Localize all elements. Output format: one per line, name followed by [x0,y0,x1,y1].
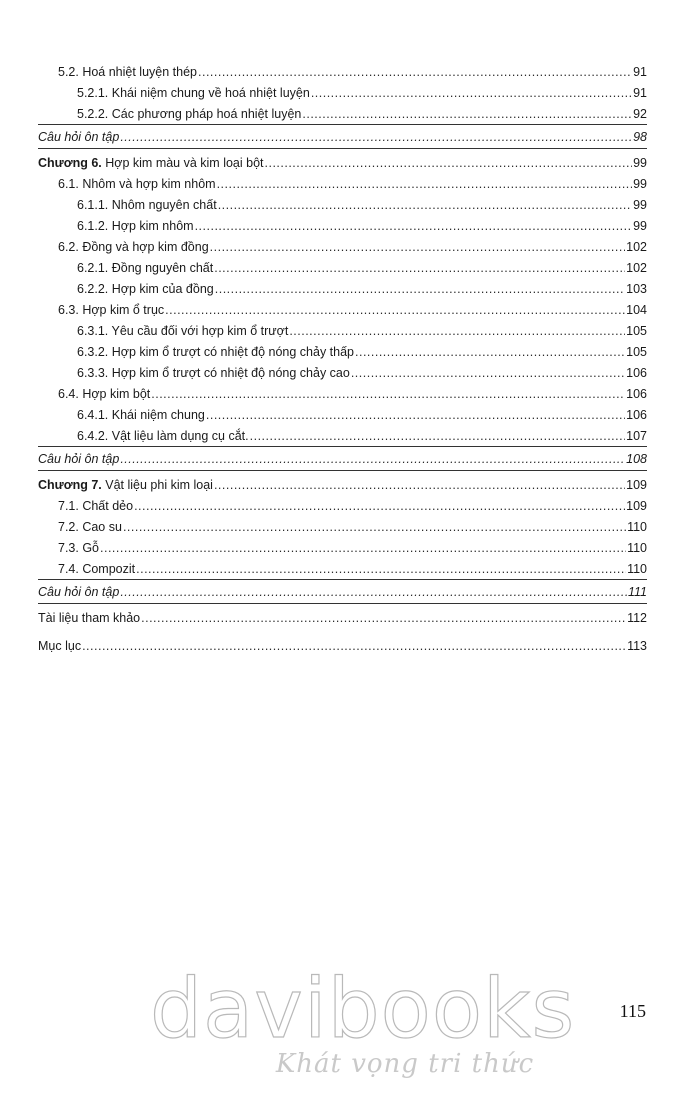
toc-entry [38,447,647,471]
watermark-brand: davibooks [150,962,576,1057]
dot-leader [250,426,626,447]
toc-entry-title: 6.1.1. Nhôm nguyên chất [77,198,217,212]
toc-entry-page: 105 [626,345,647,359]
toc-entry [38,300,647,321]
toc-entry [38,174,647,195]
toc-entry-title: 6.3.1. Yêu cầu đối với hợp kim ổ trượt [77,324,289,338]
page-number: 115 [619,1001,646,1021]
toc-entry [38,342,647,363]
toc-entry-page: 102 [626,240,647,254]
toc-entry-title: 5.2. Hoá nhiệt luyện thép [58,65,197,79]
toc-entry [38,258,647,279]
toc-entry-page: 113 [627,639,647,653]
toc-entry-page: 112 [627,611,647,625]
toc-entry [38,83,647,104]
toc-entry-page: 110 [627,562,647,576]
dot-leader [311,83,632,104]
toc-entry-title: 6.3.3. Hợp kim ổ trượt có nhiệt độ nóng chảy cao [77,366,350,380]
dot-leader [195,216,633,237]
dot-leader [210,237,625,258]
toc-entry-page: 99 [633,156,647,170]
toc-entry-page: 107 [626,429,647,443]
toc-entry [38,237,647,258]
section-divider [38,148,647,149]
toc-entry [38,363,647,384]
toc-entry-title: 7.2. Cao su [58,520,122,534]
toc-entry [38,426,647,447]
toc-entry-title: 6.2. Đồng và hợp kim đồng [58,240,209,254]
toc-entry-page: 108 [626,452,647,466]
toc-entry-page: 104 [626,303,647,317]
toc-entry-page: 99 [633,177,647,191]
toc-entry-title: Tài liệu tham khảo [38,611,141,625]
toc-entry-title [38,475,214,496]
chapter-label: Chương 6. [38,156,102,170]
toc-entry [38,279,647,300]
toc-entry-page: 110 [627,520,647,534]
toc-entry-page: 98 [633,130,647,144]
toc-entry-title: 6.1. Nhôm và hợp kim nhôm [58,177,216,191]
toc-entry-title: 6.3. Hợp kim ổ trục [58,303,165,317]
watermark-slogan: Khát vọng tri thức [275,1049,535,1079]
dot-leader [206,405,625,426]
toc-entry-page: 91 [633,65,647,79]
dot-leader [120,580,627,604]
toc-entry [38,559,647,580]
toc-entry-title: 5.2.1. Khái niệm chung về hoá nhiệt luyện [77,86,310,100]
toc-entry-page: 92 [633,107,647,121]
toc-entry [38,216,647,237]
dot-leader [289,321,625,342]
toc-entry-page: 106 [626,366,647,380]
dot-leader [198,62,632,83]
dot-leader [120,125,632,149]
table-of-contents [38,62,647,657]
dot-leader [214,258,625,279]
dot-leader [82,636,626,657]
toc-entry-title: 6.1.2. Hợp kim nhôm [77,219,194,233]
watermark [150,962,576,1079]
dot-leader [134,496,625,517]
toc-entry [38,384,647,405]
dot-leader [151,384,625,405]
toc-entry [38,104,647,125]
toc-entry-title [38,153,265,174]
toc-entry-title: 6.4.2. Vật liệu làm dụng cụ cắt. [77,429,249,443]
chapter-label: Chương 7. [38,478,102,492]
toc-entry-title: 6.4. Hợp kim bột [58,387,151,401]
toc-entry [38,580,647,604]
toc-entry-page: 91 [633,86,647,100]
dot-leader [136,559,626,580]
toc-entry-page: 109 [626,478,647,492]
toc-entry-title: 6.2.1. Đồng nguyên chất [77,261,214,275]
toc-entry-title: 7.3. Gỗ [58,541,99,555]
dot-leader [355,342,625,363]
dot-leader [214,475,625,496]
toc-entry-title: 6.3.2. Hợp kim ổ trượt có nhiệt độ nóng chảy thấp [77,345,354,359]
toc-entry [38,636,647,657]
toc-entry-page: 103 [626,282,647,296]
dot-leader [165,300,625,321]
dot-leader [123,517,626,538]
section-divider [38,603,647,604]
toc-entry-page: 102 [626,261,647,275]
toc-entry-title: 7.1. Chất dẻo [58,499,134,513]
toc-entry-title: 7.4. Compozit [58,562,136,576]
toc-entry-page: 110 [627,541,647,555]
dot-leader [217,174,633,195]
toc-entry-title: Câu hỏi ôn tập [38,585,120,599]
dot-leader [120,447,625,471]
dot-leader [215,279,625,300]
toc-entry [38,125,647,149]
toc-entry-page: 109 [626,499,647,513]
chapter-title: Hợp kim màu và kim loại bột [101,156,264,170]
toc-entry-title: Câu hỏi ôn tập [38,452,120,466]
toc-entry [38,496,647,517]
toc-entry-page: 99 [633,198,647,212]
toc-entry [38,153,647,174]
toc-entry-title: 5.2.2. Các phương pháp hoá nhiệt luyện [77,107,302,121]
toc-entry-page: 106 [626,387,647,401]
toc-entry [38,195,647,216]
toc-entry-page: 106 [626,408,647,422]
dot-leader [302,104,632,125]
toc-entry-page: 105 [626,324,647,338]
dot-leader [141,608,626,629]
toc-entry [38,517,647,538]
dot-leader [351,363,625,384]
toc-entry [38,321,647,342]
toc-entry-page: 111 [627,585,647,599]
toc-entry [38,538,647,559]
toc-entry-title: 6.2.2. Hợp kim của đồng [77,282,214,296]
toc-entry-title: 6.4.1. Khái niệm chung [77,408,205,422]
toc-entry-title: Mục lục [38,639,82,653]
toc-entry [38,405,647,426]
dot-leader [218,195,632,216]
section-divider [38,470,647,471]
dot-leader [265,153,633,174]
toc-entry-title: Câu hỏi ôn tập [38,130,120,144]
toc-entry [38,475,647,496]
dot-leader [100,538,626,559]
toc-entry-page: 99 [633,219,647,233]
toc-entry [38,608,647,629]
chapter-title: Vật liệu phi kim loại [101,478,213,492]
toc-entry [38,62,647,83]
